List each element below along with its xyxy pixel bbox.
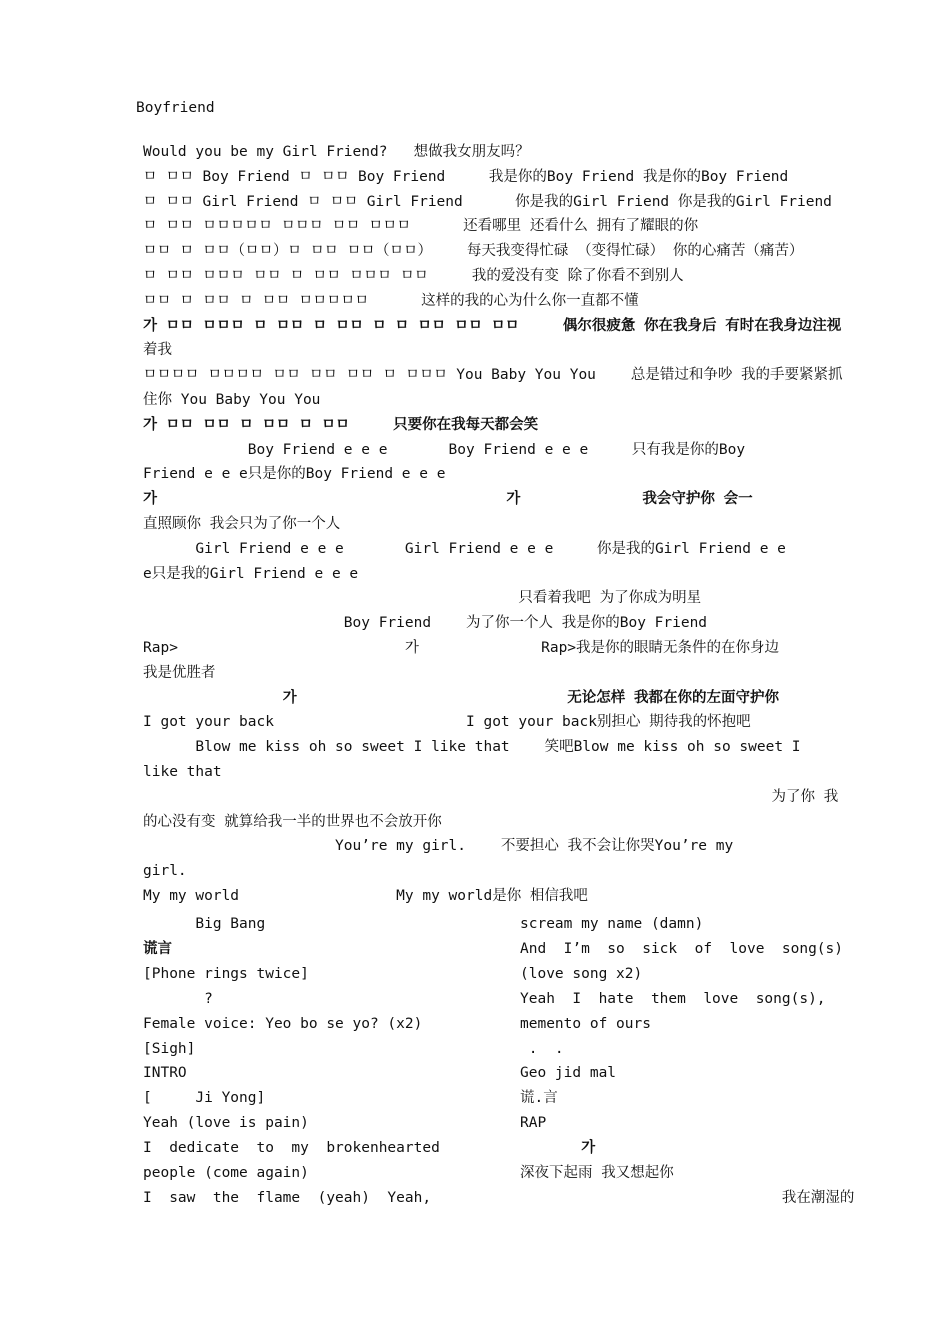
left-column-line: Yeah (love is pain) — [143, 1115, 309, 1132]
lyric-line: 가 ㅁㅁ ㅁㅁ ㅁ ㅁㅁ ㅁ ㅁㅁ 只要你在我每天都会笑 — [143, 416, 539, 433]
lyric-line: Blow me kiss oh so sweet I like that 笑吧Blow me kiss oh so sweet I — [143, 739, 801, 756]
right-column-line: Yeah I hate them love song(s), — [520, 990, 826, 1007]
lyric-line: 只看着我吧 为了你成为明星 — [143, 590, 702, 607]
right-column-line: 深夜下起雨 我又想起你 — [520, 1165, 674, 1181]
left-column-line: 谎言 — [143, 940, 172, 957]
right-column-line: . . — [520, 1040, 564, 1057]
left-column-line: [Sigh] — [143, 1040, 196, 1057]
lyric-line: ㅁ ㅁㅁ ㅁㅁㅁㅁㅁ ㅁㅁㅁ ㅁㅁ ㅁㅁㅁ 还看哪里 还看什么 拥有了耀眼的你 — [143, 218, 699, 235]
lyric-line: ㅁㅁ ㅁ ㅁㅁ（ㅁㅁ）ㅁ ㅁㅁ ㅁㅁ（ㅁㅁ） 每天我变得忙碌 （变得忙碌） 你的心痛苦（痛苦） — [143, 243, 804, 260]
lyric-line: 我是优胜者 — [143, 664, 216, 681]
left-column-line: [ Ji Yong] — [143, 1090, 266, 1107]
left-column-line: I dedicate to my brokenhearted — [143, 1140, 440, 1157]
left-column-line: I saw the flame (yeah) Yeah, — [143, 1189, 432, 1206]
lyric-line: 가 가 我会守护你 会一 — [143, 491, 753, 508]
lyric-line: e只是我的Girl Friend e e e — [143, 565, 359, 582]
lyric-line: ㅁㅁ ㅁ ㅁㅁ ㅁ ㅁㅁ ㅁㅁㅁㅁㅁ 这样的我的心为什么你一直都不懂 — [143, 292, 639, 309]
lyric-line: 住你 You Baby You You — [143, 392, 321, 408]
right-column-line: memento of ours — [520, 1015, 651, 1032]
right-column-line: 가 — [520, 1140, 596, 1157]
left-column-line: Big Bang — [143, 916, 266, 932]
lyric-line: Rap> 가 Rap>我是你的眼睛无条件的在你身边 — [143, 640, 780, 656]
lyric-line: ㅁ ㅁㅁ ㅁㅁㅁ ㅁㅁ ㅁ ㅁㅁ ㅁㅁㅁ ㅁㅁ 我的爱没有变 除了你看不到别人 — [143, 268, 684, 284]
right-column-line: (love song x2) — [520, 965, 643, 982]
right-column-line: Geo jid mal — [520, 1065, 617, 1082]
left-column-line: [Phone rings twice] — [143, 965, 309, 982]
lyric-line: 가 无论怎样 我都在你的左面守护你 — [143, 689, 780, 706]
lyric-line: Girl Friend e e e Girl Friend e e e 你是我的Girl Friend e e — [143, 540, 786, 557]
lyric-line: Would you be my Girl Friend? 想做我女朋友吗？ — [143, 144, 530, 160]
lyric-line: 直照顾你 我会只为了你一个人 — [143, 516, 341, 532]
left-column-line: people (come again) — [143, 1165, 309, 1181]
lyric-line: like that — [143, 764, 222, 780]
lyric-line: I got your back I got your back别担心 期待我的怀抱吧 — [143, 714, 751, 731]
lyric-line: girl. — [143, 863, 187, 880]
right-column-line: And I’m so sick of love song(s) — [520, 940, 844, 957]
lyric-line: You’re my girl. 不要担心 我不会让你哭You’re my — [143, 838, 734, 855]
right-column-line: scream my name (damn) — [520, 916, 704, 932]
right-column-line: 我在潮湿的 — [520, 1189, 855, 1206]
lyric-line: 的心没有变 就算给我一半的世界也不会放开你 — [143, 813, 442, 830]
lyric-line: Boy Friend 为了你一个人 我是你的Boy Friend — [143, 615, 708, 632]
lyric-line: Friend e e e只是你的Boy Friend e e e — [143, 466, 446, 483]
right-column-line: RAP — [520, 1115, 547, 1132]
lyric-line: ㅁ ㅁㅁ Boy Friend ㅁ ㅁㅁ Boy Friend 我是你的Boy Friend 我是你的Boy Friend — [143, 168, 789, 185]
lyric-line: 가 ㅁㅁ ㅁㅁㅁ ㅁ ㅁㅁ ㅁ ㅁㅁ ㅁ ㅁ ㅁㅁ ㅁㅁ ㅁㅁ 偶尔很疲惫 你在我身后 有时在我身边注视 — [143, 317, 842, 334]
left-column-line: INTRO — [143, 1065, 187, 1082]
lyric-line: Boy Friend e e e Boy Friend e e e 只有我是你的Boy — [143, 441, 746, 458]
document-title: Boyfriend — [136, 100, 215, 116]
left-column-line: ? — [143, 990, 213, 1007]
lyric-line: 为了你 我 — [143, 788, 839, 805]
lyric-line: My my world My my world是你 相信我吧 — [143, 888, 588, 904]
lyric-line: 着我 — [143, 342, 172, 359]
right-column-line: 谎.言 — [520, 1090, 558, 1107]
lyric-line: ㅁㅁㅁㅁ ㅁㅁㅁㅁ ㅁㅁ ㅁㅁ ㅁㅁ ㅁ ㅁㅁㅁ You Baby You You 总是错过和争吵 我的手要紧紧抓 — [143, 367, 843, 384]
lyric-line: ㅁ ㅁㅁ Girl Friend ㅁ ㅁㅁ Girl Friend 你是我的Girl Friend 你是我的Girl Friend — [143, 193, 832, 210]
left-column-line: Female voice: Yeo bo se yo? (x2) — [143, 1015, 423, 1032]
